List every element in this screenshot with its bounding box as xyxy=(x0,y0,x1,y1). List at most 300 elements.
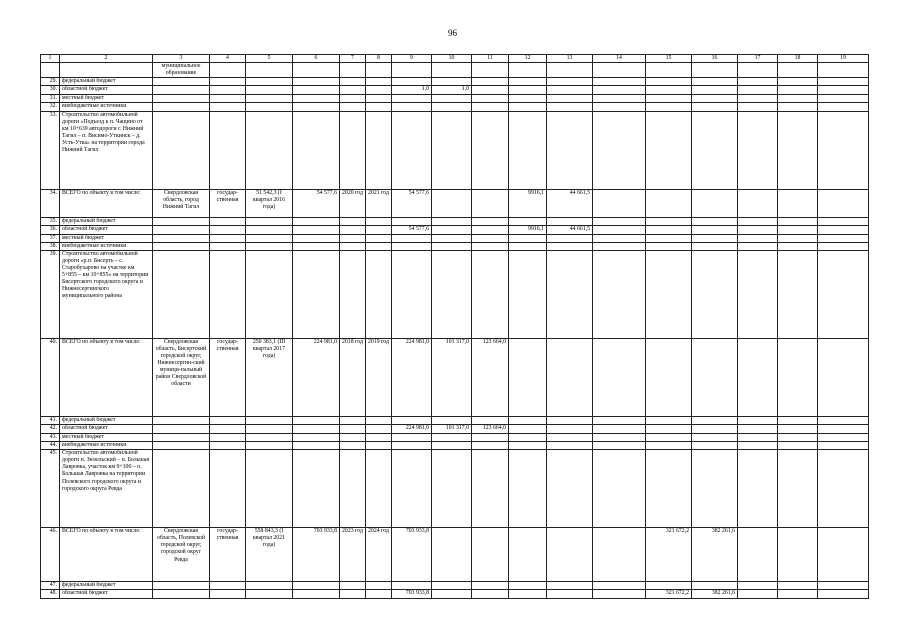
value-cell-col-12 xyxy=(509,111,547,189)
value-cell-col-11 xyxy=(472,250,509,338)
ownership-cell xyxy=(210,416,246,424)
value-cell-col-16 xyxy=(692,225,738,234)
value-cell-col-10 xyxy=(432,442,472,450)
start-year-cell xyxy=(340,242,366,250)
value-cell-col-11 xyxy=(472,111,509,189)
value-cell-col-19 xyxy=(818,338,869,416)
value-cell-col-15 xyxy=(646,86,692,95)
value-cell-col-10 xyxy=(432,189,472,217)
value-cell-col-18 xyxy=(778,424,818,433)
value-cell-col-15 xyxy=(646,63,692,78)
value-cell-col-15 xyxy=(646,242,692,250)
column-number-cell: 6 xyxy=(293,55,340,63)
value-cell-col-19 xyxy=(818,111,869,189)
end-year-cell: 2021 год xyxy=(366,189,392,217)
row-number-cell: 33. xyxy=(41,111,60,189)
value-cell-col-13 xyxy=(547,582,593,590)
start-year-cell xyxy=(340,416,366,424)
value-cell-col-10 xyxy=(432,416,472,424)
location-cell xyxy=(153,103,210,111)
table-row xyxy=(41,582,869,590)
value-cell-col-11 xyxy=(472,234,509,242)
value-cell-col-14 xyxy=(593,63,646,78)
ownership-cell xyxy=(210,111,246,189)
value-cell-col-15 xyxy=(646,416,692,424)
value-cell-col-15 xyxy=(646,450,692,528)
value-cell-col-16 xyxy=(692,111,738,189)
total-cost-cell xyxy=(293,111,340,189)
estimated-cost-cell xyxy=(246,217,293,225)
end-year-cell xyxy=(366,242,392,250)
ownership-cell xyxy=(210,442,246,450)
page-number: 96 xyxy=(448,28,457,38)
value-cell-col-14 xyxy=(593,189,646,217)
total-funding-cell: 703 933,8 xyxy=(392,528,432,582)
value-cell-col-13 xyxy=(547,424,593,433)
row-number-cell: 32. xyxy=(41,103,60,111)
value-cell-col-10 xyxy=(432,63,472,78)
value-cell-col-16 xyxy=(692,338,738,416)
value-cell-col-17 xyxy=(738,78,778,86)
value-cell-col-12 xyxy=(509,86,547,95)
estimated-cost-cell xyxy=(246,225,293,234)
location-cell xyxy=(153,234,210,242)
value-cell-col-10 xyxy=(432,111,472,189)
value-cell-col-15 xyxy=(646,78,692,86)
item-name-cell: внебюджетные источники xyxy=(60,242,153,250)
value-cell-col-14 xyxy=(593,338,646,416)
ownership-cell xyxy=(210,86,246,95)
value-cell-col-11 xyxy=(472,63,509,78)
start-year-cell xyxy=(340,250,366,338)
value-cell-col-11: 123 664,0 xyxy=(472,424,509,433)
column-number-cell: 10 xyxy=(432,55,472,63)
table-row xyxy=(41,95,869,103)
total-cost-cell xyxy=(293,242,340,250)
value-cell-col-18 xyxy=(778,86,818,95)
end-year-cell xyxy=(366,582,392,590)
value-cell-col-10 xyxy=(432,217,472,225)
value-cell-col-18 xyxy=(778,442,818,450)
value-cell-col-10: 1,0 xyxy=(432,86,472,95)
end-year-cell xyxy=(366,95,392,103)
table-row xyxy=(41,234,869,242)
ownership-cell: государ-ственная xyxy=(210,528,246,582)
value-cell-col-13 xyxy=(547,103,593,111)
value-cell-col-14 xyxy=(593,250,646,338)
value-cell-col-11 xyxy=(472,95,509,103)
end-year-cell xyxy=(366,103,392,111)
total-funding-cell xyxy=(392,450,432,528)
value-cell-col-19 xyxy=(818,63,869,78)
estimated-cost-cell: 250 383,1 (III квартал 2017 года) xyxy=(246,338,293,416)
value-cell-col-13 xyxy=(547,242,593,250)
value-cell-col-12 xyxy=(509,528,547,582)
total-funding-cell xyxy=(392,111,432,189)
table-row xyxy=(41,528,869,582)
item-name-cell: федеральный бюджет xyxy=(60,416,153,424)
value-cell-col-19 xyxy=(818,234,869,242)
end-year-cell xyxy=(366,416,392,424)
row-number-cell: 35. xyxy=(41,217,60,225)
value-cell-col-18 xyxy=(778,225,818,234)
item-name-cell: Строительство автомобильной дороги «р.п. Бисерть – с. Старобухарово на участке км 5+855 – км 10+855» на территории Бисертского городского округа и Нижнесергинского муниципального района xyxy=(60,250,153,338)
value-cell-col-12 xyxy=(509,217,547,225)
total-cost-cell xyxy=(293,95,340,103)
value-cell-col-16 xyxy=(692,242,738,250)
row-number-cell: 36. xyxy=(41,225,60,234)
item-name-cell: внебюджетные источники xyxy=(60,103,153,111)
estimated-cost-cell xyxy=(246,582,293,590)
estimated-cost-cell xyxy=(246,242,293,250)
location-cell xyxy=(153,78,210,86)
value-cell-col-13: 44 661,5 xyxy=(547,189,593,217)
value-cell-col-18 xyxy=(778,338,818,416)
estimated-cost-cell xyxy=(246,234,293,242)
total-cost-cell xyxy=(293,103,340,111)
value-cell-col-10 xyxy=(432,590,472,599)
total-funding-cell xyxy=(392,217,432,225)
total-cost-cell: 54 577,6 xyxy=(293,189,340,217)
location-cell xyxy=(153,416,210,424)
start-year-cell xyxy=(340,582,366,590)
row-number-cell: 46. xyxy=(41,528,60,582)
value-cell-col-13 xyxy=(547,217,593,225)
location-cell xyxy=(153,225,210,234)
total-funding-cell: 54 577,6 xyxy=(392,225,432,234)
total-cost-cell xyxy=(293,590,340,599)
end-year-cell xyxy=(366,111,392,189)
value-cell-col-10 xyxy=(432,250,472,338)
value-cell-col-12 xyxy=(509,63,547,78)
estimated-cost-cell xyxy=(246,103,293,111)
item-name-cell: Строительство автомобильной дороги п. Зюзельский – п. Большая Лавровка, участок км 9+100 – п. Большая Лавровка на территории Полевского городского округа и городского округа Ревда xyxy=(60,450,153,528)
row-number-cell: 44. xyxy=(41,442,60,450)
location-cell xyxy=(153,590,210,599)
value-cell-col-16 xyxy=(692,217,738,225)
value-cell-col-14 xyxy=(593,86,646,95)
value-cell-col-18 xyxy=(778,582,818,590)
total-cost-cell xyxy=(293,63,340,78)
value-cell-col-19 xyxy=(818,450,869,528)
budget-table xyxy=(40,54,869,599)
value-cell-col-11 xyxy=(472,528,509,582)
location-cell: Свердловская область, Бисертский городской округ, Нижнесергин-ский муници-пальный район Свердловской области xyxy=(153,338,210,416)
value-cell-col-14 xyxy=(593,217,646,225)
value-cell-col-13 xyxy=(547,95,593,103)
value-cell-col-10 xyxy=(432,433,472,441)
value-cell-col-15 xyxy=(646,582,692,590)
estimated-cost-cell: 558 843,3 (I квартал 2021 года) xyxy=(246,528,293,582)
value-cell-col-13 xyxy=(547,416,593,424)
ownership-cell xyxy=(210,250,246,338)
value-cell-col-17 xyxy=(738,424,778,433)
value-cell-col-13: 44 661,5 xyxy=(547,225,593,234)
value-cell-col-17 xyxy=(738,189,778,217)
row-number-cell: 37. xyxy=(41,234,60,242)
location-cell: Свердловская область, Полевской городской округ, городской округ Ревда xyxy=(153,528,210,582)
row-number-cell xyxy=(41,63,60,78)
value-cell-col-11 xyxy=(472,78,509,86)
column-number-cell: 14 xyxy=(593,55,646,63)
value-cell-col-18 xyxy=(778,528,818,582)
total-funding-cell xyxy=(392,78,432,86)
value-cell-col-14 xyxy=(593,424,646,433)
start-year-cell xyxy=(340,590,366,599)
value-cell-col-13 xyxy=(547,86,593,95)
row-number-cell: 39. xyxy=(41,250,60,338)
location-cell xyxy=(153,582,210,590)
value-cell-col-16 xyxy=(692,416,738,424)
value-cell-col-17 xyxy=(738,250,778,338)
value-cell-col-16 xyxy=(692,189,738,217)
value-cell-col-14 xyxy=(593,103,646,111)
value-cell-col-17 xyxy=(738,590,778,599)
value-cell-col-19 xyxy=(818,442,869,450)
value-cell-col-14 xyxy=(593,590,646,599)
value-cell-col-14 xyxy=(593,442,646,450)
value-cell-col-18 xyxy=(778,63,818,78)
column-number-cell: 2 xyxy=(60,55,153,63)
value-cell-col-13 xyxy=(547,250,593,338)
total-funding-cell xyxy=(392,242,432,250)
start-year-cell xyxy=(340,63,366,78)
value-cell-col-15 xyxy=(646,338,692,416)
table-row xyxy=(41,217,869,225)
value-cell-col-15 xyxy=(646,424,692,433)
value-cell-col-11 xyxy=(472,86,509,95)
table-row xyxy=(41,416,869,424)
start-year-cell: 2020 год xyxy=(340,189,366,217)
column-number-cell: 16 xyxy=(692,55,738,63)
total-cost-cell xyxy=(293,217,340,225)
value-cell-col-16 xyxy=(692,86,738,95)
value-cell-col-18 xyxy=(778,242,818,250)
total-cost-cell xyxy=(293,450,340,528)
value-cell-col-12 xyxy=(509,416,547,424)
value-cell-col-17 xyxy=(738,242,778,250)
value-cell-col-10 xyxy=(432,234,472,242)
end-year-cell xyxy=(366,450,392,528)
row-number-cell: 48. xyxy=(41,590,60,599)
total-funding-cell xyxy=(392,250,432,338)
ownership-cell xyxy=(210,590,246,599)
total-cost-cell xyxy=(293,424,340,433)
location-cell xyxy=(153,242,210,250)
ownership-cell xyxy=(210,103,246,111)
value-cell-col-14 xyxy=(593,242,646,250)
value-cell-col-12 xyxy=(509,590,547,599)
value-cell-col-14 xyxy=(593,528,646,582)
value-cell-col-12 xyxy=(509,582,547,590)
end-year-cell xyxy=(366,433,392,441)
estimated-cost-cell xyxy=(246,433,293,441)
end-year-cell xyxy=(366,442,392,450)
value-cell-col-17 xyxy=(738,582,778,590)
value-cell-col-14 xyxy=(593,416,646,424)
value-cell-col-12 xyxy=(509,338,547,416)
value-cell-col-15 xyxy=(646,95,692,103)
start-year-cell xyxy=(340,111,366,189)
item-name-cell: ВСЕГО по объекту в том числе: xyxy=(60,528,153,582)
value-cell-col-13 xyxy=(547,78,593,86)
value-cell-col-19 xyxy=(818,95,869,103)
table-row xyxy=(41,86,869,95)
end-year-cell: 2019 год xyxy=(366,338,392,416)
value-cell-col-15: 321 672,2 xyxy=(646,528,692,582)
ownership-cell xyxy=(210,225,246,234)
value-cell-col-11 xyxy=(472,242,509,250)
estimated-cost-cell xyxy=(246,250,293,338)
value-cell-col-10 xyxy=(432,528,472,582)
estimated-cost-cell xyxy=(246,416,293,424)
total-cost-cell xyxy=(293,250,340,338)
value-cell-col-12 xyxy=(509,450,547,528)
total-cost-cell xyxy=(293,582,340,590)
value-cell-col-16 xyxy=(692,234,738,242)
value-cell-col-13 xyxy=(547,450,593,528)
table-row xyxy=(41,63,869,78)
value-cell-col-14 xyxy=(593,95,646,103)
total-funding-cell xyxy=(392,103,432,111)
start-year-cell xyxy=(340,225,366,234)
item-name-cell: Строительство автомобильной дороги «Подъезд к п. Чащино от км 10+639 автодороги г. Нижний Тагил – п. Висимо-Уткинск – д. Усть-Утка» на территории города Нижний Тагил xyxy=(60,111,153,189)
total-funding-cell xyxy=(392,234,432,242)
total-cost-cell xyxy=(293,433,340,441)
location-cell xyxy=(153,450,210,528)
location-cell xyxy=(153,433,210,441)
value-cell-col-14 xyxy=(593,78,646,86)
column-number-cell: 13 xyxy=(547,55,593,63)
total-funding-cell xyxy=(392,416,432,424)
value-cell-col-16 xyxy=(692,103,738,111)
table-row xyxy=(41,225,869,234)
value-cell-col-16 xyxy=(692,442,738,450)
item-name-cell: местный бюджет xyxy=(60,234,153,242)
item-name-cell: федеральный бюджет xyxy=(60,78,153,86)
table-row xyxy=(41,338,869,416)
value-cell-col-19 xyxy=(818,217,869,225)
item-name-cell: областной бюджет xyxy=(60,86,153,95)
row-number-cell: 43. xyxy=(41,433,60,441)
end-year-cell xyxy=(366,590,392,599)
value-cell-col-13 xyxy=(547,590,593,599)
value-cell-col-17 xyxy=(738,442,778,450)
ownership-cell xyxy=(210,95,246,103)
location-cell xyxy=(153,217,210,225)
start-year-cell xyxy=(340,442,366,450)
value-cell-col-16 xyxy=(692,582,738,590)
table-row xyxy=(41,111,869,189)
value-cell-col-19 xyxy=(818,250,869,338)
column-number-cell: 17 xyxy=(738,55,778,63)
table-row xyxy=(41,433,869,441)
value-cell-col-18 xyxy=(778,103,818,111)
item-name-cell: местный бюджет xyxy=(60,95,153,103)
total-funding-cell: 1,0 xyxy=(392,86,432,95)
end-year-cell xyxy=(366,78,392,86)
value-cell-col-19 xyxy=(818,103,869,111)
value-cell-col-17 xyxy=(738,95,778,103)
value-cell-col-10 xyxy=(432,225,472,234)
value-cell-col-18 xyxy=(778,217,818,225)
value-cell-col-11 xyxy=(472,582,509,590)
ownership-cell xyxy=(210,242,246,250)
table-row xyxy=(41,450,869,528)
value-cell-col-19 xyxy=(818,582,869,590)
value-cell-col-16 xyxy=(692,250,738,338)
table-row xyxy=(41,242,869,250)
table-row xyxy=(41,590,869,599)
item-name-cell: внебюджетные источники xyxy=(60,442,153,450)
end-year-cell xyxy=(366,63,392,78)
column-number-cell: 1 xyxy=(41,55,60,63)
table-row xyxy=(41,250,869,338)
value-cell-col-15 xyxy=(646,442,692,450)
estimated-cost-cell xyxy=(246,590,293,599)
row-number-cell: 29. xyxy=(41,78,60,86)
column-number-cell: 8 xyxy=(366,55,392,63)
estimated-cost-cell xyxy=(246,424,293,433)
value-cell-col-13 xyxy=(547,234,593,242)
value-cell-col-11 xyxy=(472,103,509,111)
total-cost-cell xyxy=(293,234,340,242)
value-cell-col-16 xyxy=(692,450,738,528)
location-cell xyxy=(153,95,210,103)
row-number-cell: 41. xyxy=(41,416,60,424)
ownership-cell xyxy=(210,78,246,86)
value-cell-col-14 xyxy=(593,111,646,189)
row-number-cell: 34. xyxy=(41,189,60,217)
ownership-cell: государ-ственная xyxy=(210,189,246,217)
item-name-cell: федеральный бюджет xyxy=(60,217,153,225)
column-number-cell: 9 xyxy=(392,55,432,63)
value-cell-col-10: 101 317,0 xyxy=(432,338,472,416)
value-cell-col-12 xyxy=(509,242,547,250)
start-year-cell: 2023 год xyxy=(340,528,366,582)
value-cell-col-13 xyxy=(547,338,593,416)
value-cell-col-10 xyxy=(432,103,472,111)
value-cell-col-11 xyxy=(472,225,509,234)
column-number-cell: 15 xyxy=(646,55,692,63)
value-cell-col-10 xyxy=(432,582,472,590)
table-row xyxy=(41,189,869,217)
column-number-cell: 4 xyxy=(210,55,246,63)
start-year-cell xyxy=(340,433,366,441)
column-number-cell: 19 xyxy=(818,55,869,63)
item-name-cell: федеральный бюджет xyxy=(60,582,153,590)
value-cell-col-18 xyxy=(778,450,818,528)
value-cell-col-11 xyxy=(472,189,509,217)
value-cell-col-19 xyxy=(818,590,869,599)
value-cell-col-12 xyxy=(509,78,547,86)
value-cell-col-19 xyxy=(818,225,869,234)
column-number-cell: 5 xyxy=(246,55,293,63)
ownership-cell xyxy=(210,217,246,225)
value-cell-col-17 xyxy=(738,217,778,225)
value-cell-col-11 xyxy=(472,433,509,441)
start-year-cell: 2018 год xyxy=(340,338,366,416)
value-cell-col-17 xyxy=(738,86,778,95)
value-cell-col-17 xyxy=(738,338,778,416)
value-cell-col-10: 101 317,0 xyxy=(432,424,472,433)
row-number-cell: 47. xyxy=(41,582,60,590)
ownership-cell xyxy=(210,450,246,528)
value-cell-col-10 xyxy=(432,95,472,103)
value-cell-col-16: 382 261,6 xyxy=(692,590,738,599)
value-cell-col-14 xyxy=(593,450,646,528)
location-cell xyxy=(153,250,210,338)
